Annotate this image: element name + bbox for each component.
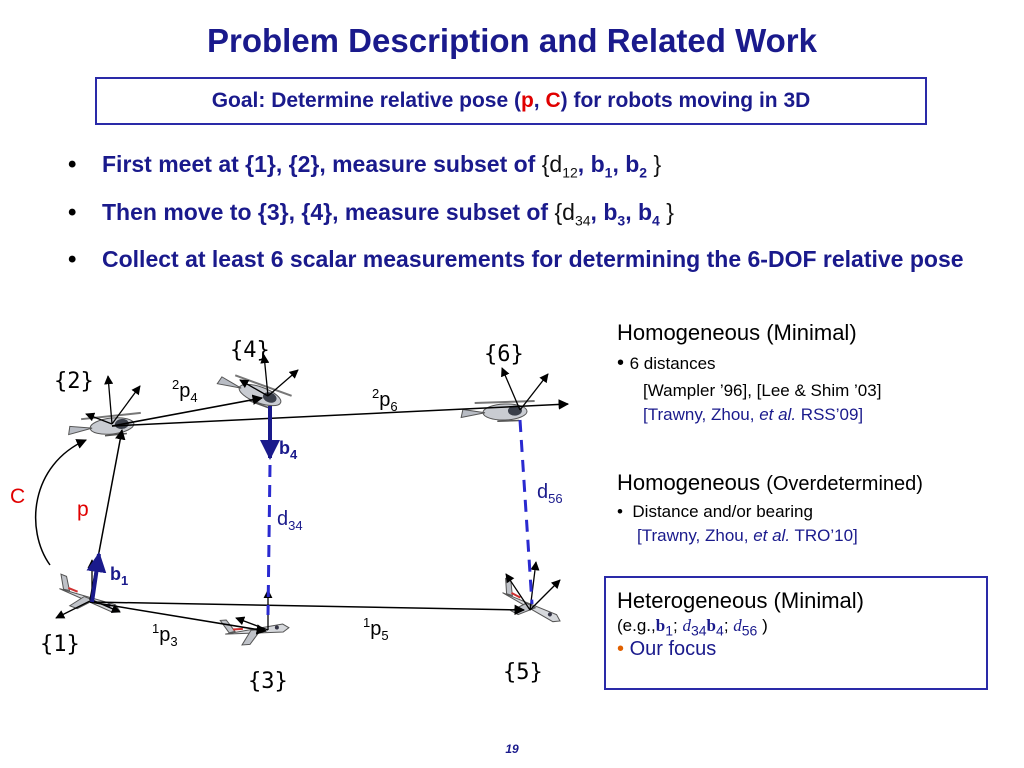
frame-label-6: {6} bbox=[484, 342, 524, 367]
het-min-focus: • Our focus bbox=[617, 638, 717, 661]
goal-box bbox=[95, 77, 927, 125]
vector-1p5 bbox=[90, 602, 524, 610]
frame-axes-3 bbox=[236, 590, 268, 630]
goal-tail: ) for robots moving in 3D bbox=[560, 89, 811, 112]
label-c: C bbox=[10, 485, 26, 508]
distance-d34 bbox=[268, 465, 270, 615]
hom-over-cite: [Trawny, Zhou, et al. TRO’10] bbox=[637, 526, 858, 545]
hom-min-cite-2: [Trawny, Zhou, et al. RSS’09] bbox=[643, 405, 864, 424]
goal-p: p bbox=[520, 89, 534, 112]
slide-title: Problem Description and Related Work bbox=[206, 22, 818, 59]
distance-d56 bbox=[520, 420, 532, 604]
hom-min-heading: Homogeneous (Minimal) bbox=[617, 320, 857, 345]
hom-over-item: • Distance and/or bearing bbox=[617, 502, 813, 521]
het-min-example: ($e.g.,b_1$; $d_{34}b_4$; $d_{56}$ ) bbox=[617, 616, 768, 639]
het-min-section bbox=[617, 588, 864, 661]
frame-label-1: {1} bbox=[40, 632, 80, 657]
robot-pose-diagram bbox=[0, 320, 600, 710]
page-number: 19 bbox=[505, 742, 519, 756]
label-1p3: $^1p_3$ bbox=[152, 621, 178, 649]
goal-text: Goal: Determine relative pose ( bbox=[211, 89, 521, 112]
goal-c: C bbox=[545, 89, 561, 112]
label-b4: $b_4$ bbox=[279, 438, 298, 462]
frame-label-2: {2} bbox=[54, 369, 94, 394]
label-b1: $b_1$ bbox=[110, 564, 129, 588]
hom-min-item: • 6 distances bbox=[617, 352, 716, 374]
label-1p5: $^1p_5$ bbox=[363, 615, 389, 643]
helicopter-2-icon bbox=[67, 413, 143, 440]
frame-label-5: {5} bbox=[503, 660, 543, 685]
bullet-item-1: • First meet at {1}, {2}, measure subset of {$d_{12}$, $b_1$, $b_2$ } bbox=[68, 151, 662, 181]
bullet-item-3: • Collect at least 6 scalar measurements for determining the 6-DOF relative pose bbox=[68, 246, 964, 274]
label-d56: $d_{56}$ bbox=[537, 481, 563, 506]
hom-min-cite-1: [Wampler ’96], [Lee & Shim ’03] bbox=[643, 381, 882, 400]
frame-label-3: {3} bbox=[248, 669, 288, 694]
hom-over-heading: Homogeneous (Overdetermined) bbox=[617, 470, 923, 495]
bullet-item-2: • Then move to {3}, {4}, measure subset of {$d_{34}$, $b_3$, $b_4$ } bbox=[68, 198, 674, 229]
bullet-dot-icon: • bbox=[68, 198, 77, 226]
helicopter-4-icon bbox=[216, 371, 292, 414]
goal-comma: , bbox=[533, 89, 546, 112]
vector-1p3 bbox=[90, 602, 266, 631]
bullet-dot-icon: • bbox=[68, 246, 77, 274]
plane-3-icon bbox=[220, 616, 290, 647]
bullet-list bbox=[68, 150, 1008, 284]
label-2p6: $^2p_6$ bbox=[372, 386, 398, 414]
label-d34: $d_{34}$ bbox=[277, 508, 303, 533]
frame-label-4: {4} bbox=[230, 338, 270, 363]
hom-over-section bbox=[617, 470, 923, 546]
hom-min-section bbox=[617, 320, 881, 425]
het-min-heading: Heterogeneous (Minimal) bbox=[617, 588, 864, 613]
bullet-dot-icon: • bbox=[68, 151, 77, 178]
label-2p4: $^2p_4$ bbox=[172, 377, 198, 405]
label-p: p bbox=[77, 498, 89, 521]
bearing-b1 bbox=[92, 554, 99, 602]
